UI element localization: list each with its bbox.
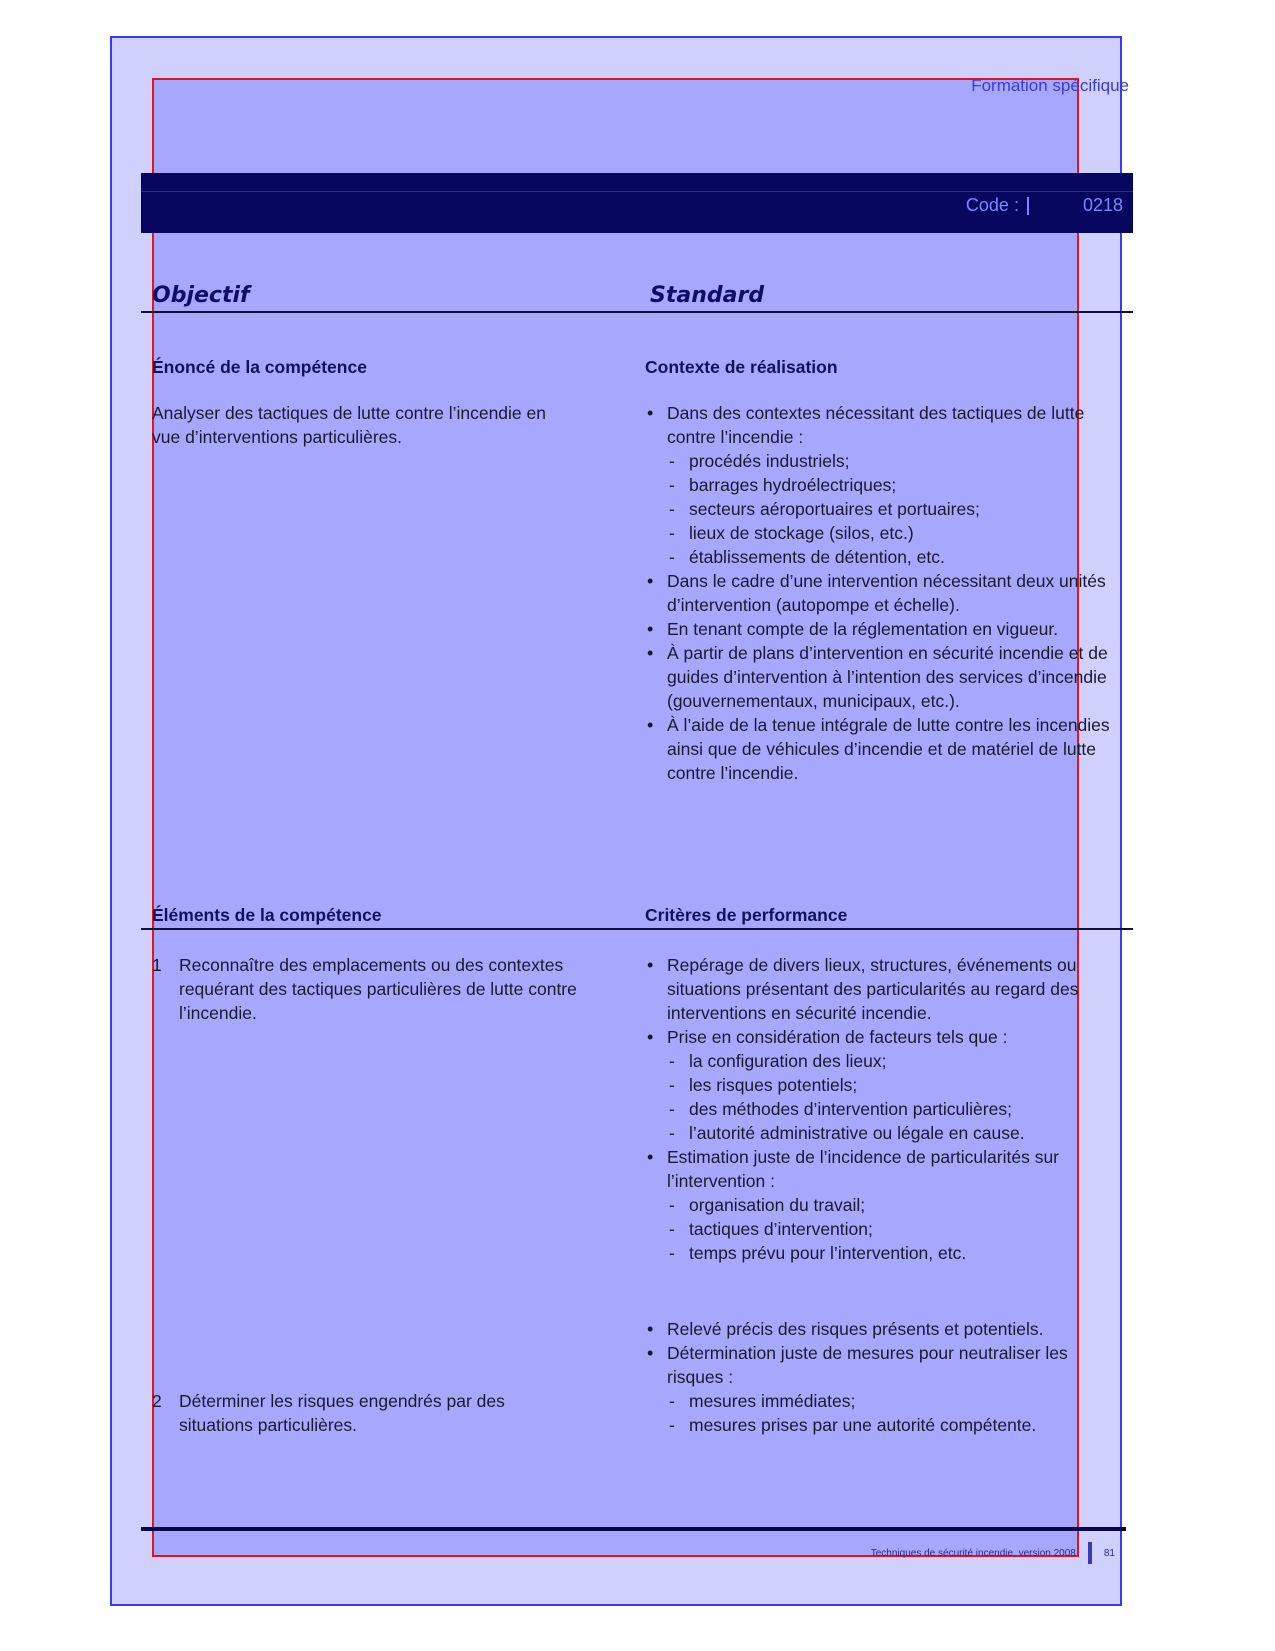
sub-item: - procédés industriels;	[645, 449, 1115, 473]
sub-item: - des méthodes d’intervention particulières;	[645, 1097, 1115, 1121]
page-footer	[871, 1542, 1115, 1564]
sub-item: - secteurs aéroportuaires et portuaires;	[645, 497, 1115, 521]
sub-item: - organisation du travail;	[645, 1193, 1115, 1217]
sub-item: - établissements de détention, etc.	[645, 545, 1115, 569]
footer-separator	[1088, 1542, 1092, 1564]
heading-contexte: Contexte de réalisation	[645, 357, 838, 377]
bullet-item: • Estimation juste de l’incidence de particularités sur l’intervention :	[645, 1145, 1115, 1193]
column-title-standard: Standard	[650, 283, 765, 308]
sub-item: - barrages hydroélectriques;	[645, 473, 1115, 497]
element-number: 1	[152, 955, 162, 975]
code-field	[966, 195, 1123, 216]
sub-item: - la configuration des lieux;	[645, 1049, 1115, 1073]
heading-criteres: Critères de performance	[645, 905, 848, 925]
bullet-item: • Prise en considération de facteurs tels que :	[645, 1025, 1115, 1049]
element-1	[152, 953, 622, 1025]
bullet-item: • Dans des contextes nécessitant des tactiques de lutte contre l’incendie :	[645, 401, 1115, 449]
sub-item: - mesures immédiates;	[645, 1389, 1115, 1413]
element-number: 2	[152, 1391, 162, 1411]
sub-item: - les risques potentiels;	[645, 1073, 1115, 1097]
page-number: 81	[1103, 1547, 1115, 1559]
sub-item: - tactiques d’intervention;	[645, 1217, 1115, 1241]
code-separator	[1027, 197, 1029, 215]
bullet-item: • À partir de plans d’intervention en sécurité incendie et de guides d’intervention à l’intention des services d’incendie (gouvernementaux, municipaux, etc.).	[645, 641, 1115, 713]
header-title: Formation spécifique	[971, 76, 1129, 95]
sub-item: - temps prévu pour l’intervention, etc.	[645, 1241, 1115, 1265]
code-bar-divider	[141, 191, 1133, 192]
competence-statement	[152, 401, 622, 449]
context-list	[645, 401, 1115, 785]
criteria-list-2	[645, 1317, 1115, 1437]
sub-item: - mesures prises par une autorité compétente.	[645, 1413, 1115, 1437]
column-title-objectif: Objectif	[152, 283, 250, 308]
section-rule	[141, 928, 1133, 930]
element-2	[152, 1389, 572, 1437]
bullet-item: • À l’aide de la tenue intégrale de lutte contre les incendies ainsi que de véhicules d’incendie et de matériel de lutte contre l’incendie.	[645, 713, 1115, 785]
bullet-item: • Détermination juste de mesures pour neutraliser les risques :	[645, 1341, 1115, 1389]
statement-line: vue d’interventions particulières.	[152, 427, 402, 447]
code-value: 0218	[1082, 195, 1123, 215]
sub-item: - l’autorité administrative ou légale en cause.	[645, 1121, 1115, 1145]
statement-line: Analyser des tactiques de lutte contre l’incendie en	[152, 403, 546, 423]
footer-rule	[141, 1527, 1126, 1531]
title-rule	[141, 311, 1133, 313]
heading-elements: Éléments de la compétence	[152, 905, 382, 925]
element-text: Reconnaître des emplacements ou des contextes requérant des tactiques particulières de lutte contre l’incendie.	[179, 955, 577, 1023]
code-label: Code :	[965, 195, 1019, 215]
footer-text: Techniques de sécurité incendie, version 2008	[870, 1547, 1076, 1559]
element-text: Déterminer les risques engendrés par des situations particulières.	[179, 1391, 505, 1435]
bullet-item: • Repérage de divers lieux, structures, événements ou situations présentant des particularités au regard des interventions en sécurité incendie.	[645, 953, 1115, 1025]
code-bar	[141, 173, 1133, 233]
bullet-item: • En tenant compte de la réglementation en vigueur.	[645, 617, 1115, 641]
sub-item: - lieux de stockage (silos, etc.)	[645, 521, 1115, 545]
bullet-item: • Relevé précis des risques présents et potentiels.	[645, 1317, 1115, 1341]
bullet-item: • Dans le cadre d’une intervention nécessitant deux unités d’intervention (autopompe et échelle).	[645, 569, 1115, 617]
heading-enonce: Énoncé de la compétence	[152, 357, 367, 377]
criteria-list-1	[645, 953, 1115, 1265]
